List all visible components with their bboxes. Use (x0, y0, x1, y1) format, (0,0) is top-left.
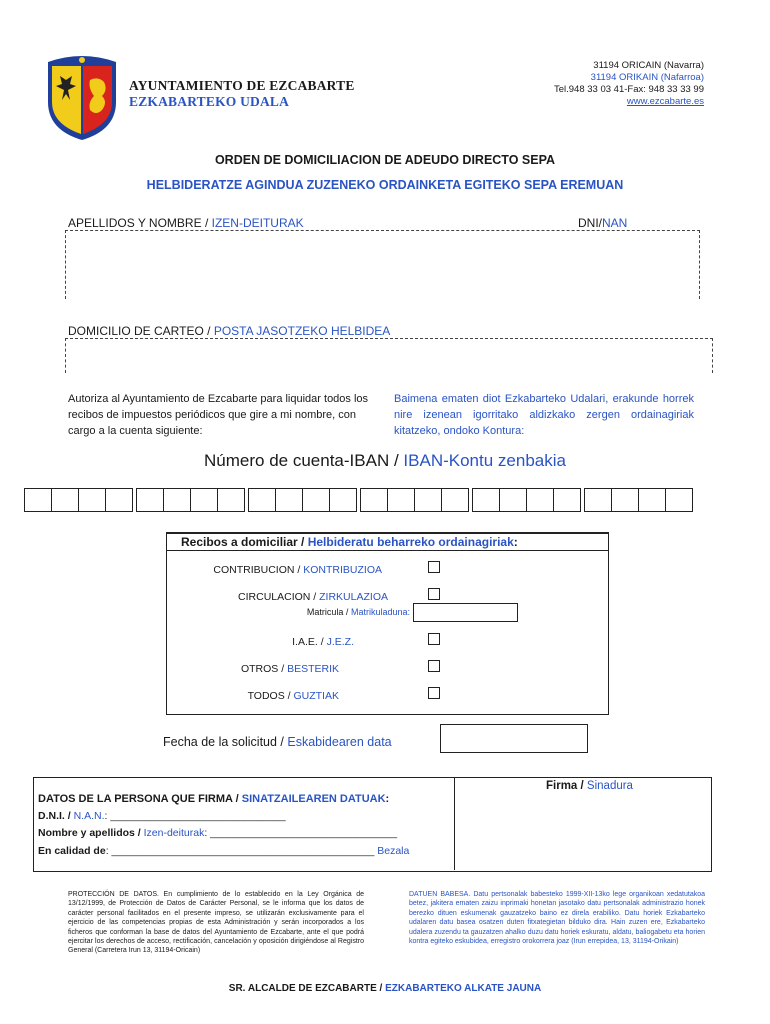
checkbox-circulacion[interactable] (428, 588, 440, 600)
form-title-eu: HELBIDERATZE AGINDUA ZUZENEKO ORDAINKETA EGITEKO SEPA EREMUAN (146, 178, 624, 192)
addressee-footer: SR. ALCALDE DE EZCABARTE / EZKABARTEKO ALKATE JAUNA (228, 983, 542, 994)
iban-digit-box[interactable] (611, 488, 639, 512)
receipts-box (166, 532, 609, 715)
checkbox-iae[interactable] (428, 633, 440, 645)
iban-digit-box[interactable] (665, 488, 693, 512)
form-title-es: ORDEN DE DOMICILIACION DE ADEUDO DIRECTO SEPA (214, 153, 556, 167)
iban-digit-box[interactable] (553, 488, 581, 512)
iban-digit-box[interactable] (302, 488, 330, 512)
website-link[interactable]: www.ezcabarte.es (626, 96, 704, 107)
dni-label: DNI/NAN (578, 216, 628, 230)
iban-digit-box[interactable] (414, 488, 442, 512)
iban-digit-box[interactable] (136, 488, 164, 512)
checkbox-todos[interactable] (428, 687, 440, 699)
request-date-input[interactable] (440, 724, 588, 753)
iban-digit-box[interactable] (275, 488, 303, 512)
receipts-header-rule (166, 550, 609, 551)
address-eu: 31194 ORIKAIN (Nafarroa) (590, 72, 704, 83)
iban-digit-box[interactable] (472, 488, 500, 512)
address-es: 31194 ORICAIN (Navarra) (593, 60, 704, 71)
signer-name-row[interactable]: Nombre y apellidos / Izen-deiturak: ________________________________ (38, 827, 398, 839)
iban-digit-box[interactable] (329, 488, 357, 512)
receipt-item-todos: TODOS / GUZTIAK (247, 690, 339, 702)
receipt-item-iae: I.A.E. / J.E.Z. (292, 636, 354, 648)
iban-digit-box[interactable] (163, 488, 191, 512)
checkbox-otros[interactable] (428, 660, 440, 672)
iban-digit-box[interactable] (248, 488, 276, 512)
signer-dni-row[interactable]: D.N.I. / N.A.N.: ______________________________ (38, 810, 286, 822)
iban-digit-box[interactable] (499, 488, 527, 512)
name-label: APELLIDOS Y NOMBRE / IZEN-DEITURAK (68, 216, 304, 230)
iban-digit-box[interactable] (584, 488, 612, 512)
org-name-es: AYUNTAMIENTO DE EZCABARTE (129, 78, 355, 93)
receipt-item-otros: OTROS / BESTERIK (240, 663, 339, 675)
phone-fax: Tel.948 33 03 41-Fax: 948 33 33 99 (553, 84, 704, 95)
iban-digit-box[interactable] (360, 488, 388, 512)
receipts-header: Recibos a domiciliar / Helbideratu beharreko ordainagiriak: (181, 535, 518, 549)
privacy-notice-eu: DATUEN BABESA. Datu pertsonalak babesteko 1999-XII-13ko lege organikoan xedatutakoa betez, jakitera ematen zaizu inprimaki honetan jasotako datu pertsonalak administrazio honek berezko dituen eskumenak gauzatzeko baino ez direla erabiliko. Datu horiek Ezkabarteko udalaren datu basea osatzen duten fitxategietan bilduko dira. Hain zuzen ere, Ezkabarteko udalera zuzendu ta gauzatzen ahalko duzu datu horiek eskuratu, aldatu, baliogabetu eta horien kontra egiteko eskubidea, erregistro orokorrera joaz (Irun errepidea, 13, 31194-Orikain) (409, 891, 705, 946)
receipt-item-circulacion: CIRCULACION / ZIRKULAZIOA (238, 591, 388, 603)
request-date-label: Fecha de la solicitud / Eskabidearen data (163, 735, 392, 749)
iban-digit-box[interactable] (190, 488, 218, 512)
signature-label: Firma / Sinadura (546, 780, 633, 792)
iban-digit-box[interactable] (526, 488, 554, 512)
iban-digit-box[interactable] (51, 488, 79, 512)
authorization-eu: Baimena ematen diot Ezkabarteko Udalari, erakunde horrek nire izenean igorritako aldizkako zergen ordainagiriak kitatzeko, ondoko Kontura: (394, 393, 694, 437)
iban-digit-box[interactable] (387, 488, 415, 512)
authorization-es: Autoriza al Ayuntamiento de Ezcabarte para liquidar todos los recibos de impuestos periódicos que gire a mi nombre, con cargo a la cuenta siguiente: (68, 393, 369, 437)
contact-block (554, 60, 704, 108)
iban-digit-box[interactable] (441, 488, 469, 512)
iban-digit-box[interactable] (24, 488, 52, 512)
iban-label: Número de cuenta-IBAN / IBAN-Kontu zenbakia (204, 451, 566, 470)
iban-digit-box[interactable] (217, 488, 245, 512)
name-dni-field[interactable] (65, 230, 700, 299)
org-name-eu: EZKABARTEKO UDALA (129, 94, 290, 109)
iban-digit-box[interactable] (78, 488, 106, 512)
iban-digit-box[interactable] (105, 488, 133, 512)
address-label: DOMICILIO DE CARTEO / POSTA JASOTZEKO HELBIDEA (68, 324, 391, 338)
receipt-item-contribucion: CONTRIBUCION / KONTRIBUZIOA (213, 564, 382, 576)
privacy-notice-es: PROTECCIÓN DE DATOS. En cumplimiento de lo establecido en la Ley Orgánica de 13/12/1999, de Protección de Datos de Carácter Personal, se le informa que los datos de carácter personal facilitados en el presente impreso, se utilizarán exclusivamente para el ejercicio de las competencias propias de esta Administración y serán incorporados a los ficheros que conforman la base de datos del Ayuntamiento de Ezcabarte, ante el que podrá ejercitar los derechos de acceso, rectificación, cancelación y oposición dirigiéndose al Registro General (Carretera Irun 13, 31194-Oricain) (68, 891, 364, 955)
signer-title: DATOS DE LA PERSONA QUE FIRMA / SINATZAILEAREN DATUAK: (38, 793, 390, 805)
plate-label: Matricula / Matrikuladuna: (306, 607, 410, 617)
signature-area[interactable] (456, 796, 708, 868)
checkbox-contribucion[interactable] (428, 561, 440, 573)
address-field[interactable] (65, 338, 713, 373)
iban-digit-box[interactable] (638, 488, 666, 512)
signer-capacity-row[interactable]: En calidad de: _____________________________________________ Bezala (38, 845, 410, 857)
coat-of-arms-logo (44, 50, 120, 142)
plate-input[interactable] (413, 603, 518, 622)
signer-divider (454, 777, 455, 870)
